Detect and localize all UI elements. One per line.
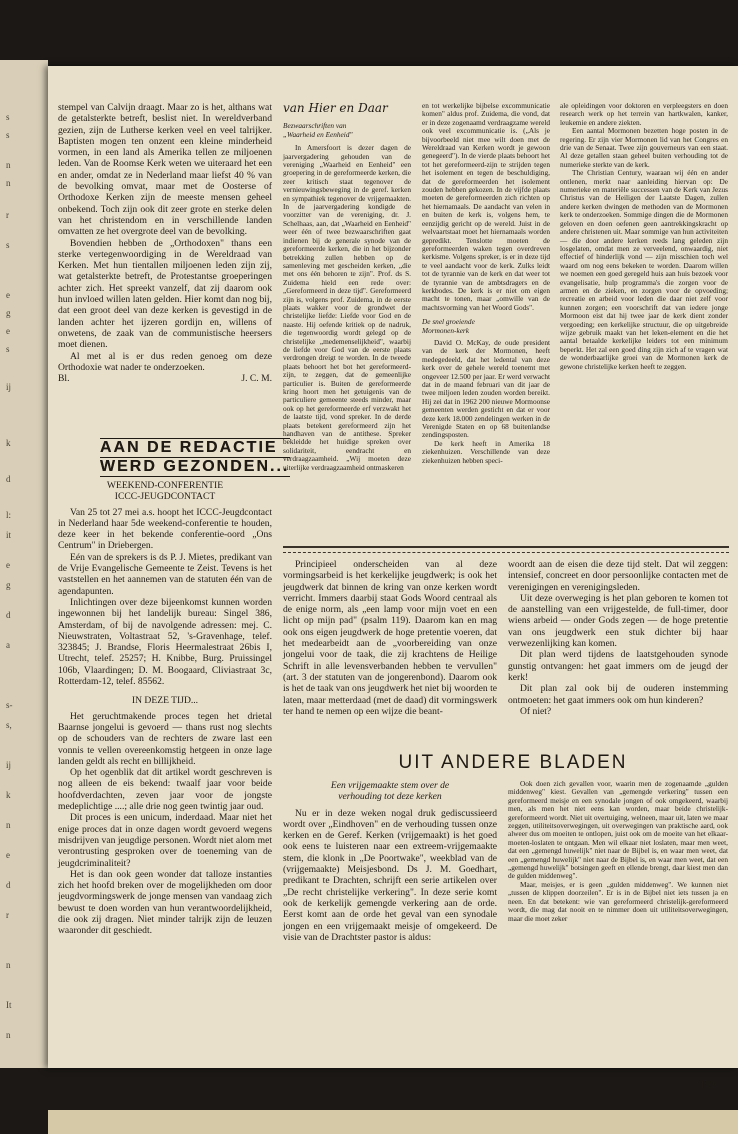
subheading: Een vrijgemaakte stem over de bbox=[330, 780, 450, 791]
bladen-title: UIT ANDERE BLADEN bbox=[398, 752, 628, 773]
paragraph: Het geruchtmakende proces tegen het drietal Baarnse jongelui is gevoerd — thans rust nog slechts op de schouders van de rechters de zware last een vonnis te vellen overeenkomstig hetgeen in onze lage landen geldt als recht en billijkheid. bbox=[58, 710, 272, 767]
paragraph: Het is dan ook geen wonder dat talloze instanties zich het hoofd breken over de mogelijkheden om door jeugdvormingswerk de jonge mensen van vandaag zich bewust te doen worden van hun verantwoordelijkheid, die ook zij dragen. Niet minder talrijk zijn de leuzen waaronder dit geschiedt. bbox=[58, 868, 272, 937]
subheading: verhouding tot deze kerken bbox=[338, 791, 442, 803]
paragraph: De kerk heeft in Amerika 18 ziekenhuizen. Verschillende van deze ziekenhuizen hebben speci- bbox=[422, 438, 550, 465]
paragraph: Bovendien hebben de „Orthodoxen" thans een sterke vertegenwoordiging in de Wereldraad van Kerken. Met hun tientallen miljoenen leden zijn zij, wat getalsterkte betreft, de Protestantse groeperingen achter zich. Het spreekt vanzelf, dat zij daarom ook hun invloed willen laten gelden. Hier komt dan nog bij, dat een groot deel van deze kerken is gevestigd in de landen achter het ijzeren gordijn en, willens of onwetens, de zaak van de communistische heersers moet dienen. bbox=[58, 237, 272, 351]
subheading: Mormonen-kerk bbox=[422, 325, 470, 335]
paragraph: Dit proces is een unicum, inderdaad. Maar niet het enige proces dat in onze dagen wordt gevoerd wegens misdrijven van jeugdige personen. Wordt niet alom met verontrusting gesproken over de toeneming van de jeugdcriminaliteit? bbox=[58, 812, 272, 869]
subheading: De snel groeiende bbox=[422, 317, 475, 327]
paragraph: Maar, meisjes, er is geen „gulden middenweg". We kunnen niet „tussen de klippen doorzeilen". Er is in de Bijbel niet iets tussen ja en neen. En dat betekent: wie van gereformeerd christelijk-gereformeerd wordt, die mag dat nooit en te nimmer doen uit utiliteitsoverwegingen, maar die moet zeker bbox=[508, 879, 728, 923]
column-hierdaar-1 bbox=[283, 101, 411, 472]
section-heading: IN DEZE TIJD... bbox=[131, 695, 199, 707]
paragraph: Eén van de sprekers is ds P. J. Mietes, predikant van de Vrije Evangelische Gemeente te Zeist. Tevens is het vaststellen en het aannemen van de statuten één van de agendapunten. bbox=[58, 551, 272, 597]
paragraph: Uit deze overweging is het plan geboren te komen tot de aanstelling van een vrijgestelde, de full-timer, door wiens arbeid — onder Gods zegen — de hoge pretentie van ons jeugdwerk een stuk dichter bij haar verwezenlijking kan komen. bbox=[508, 592, 728, 650]
paragraph: Al met al is er dus reden genoeg om deze Orthodoxie wat nader te onderzoeken. bbox=[58, 350, 272, 373]
title-line-1: AAN DE REDACTIE bbox=[100, 438, 290, 457]
column-bladen-left bbox=[283, 780, 497, 943]
signature-left: Bl. bbox=[58, 373, 70, 385]
paragraph: ale opleidingen voor doktoren en verpleegsters en doen research werk op het terrein van hartkwalen, kanker, leukemie en andere ziekten. bbox=[560, 101, 728, 127]
magazine-page bbox=[48, 66, 738, 1091]
subheading: Bezwaarschriften van bbox=[283, 121, 347, 131]
title-line-2: WERD GEZONDEN... bbox=[100, 458, 290, 475]
paragraph: Inlichtingen over deze bijeenkomst kunnen worden ingewonnen bij het landelijk bureau: Singel 386, Amsterdam, of bij de navolgende adressen: mej. C. Nieuwstraten, Voltastraat 52, 's-Gravenhage, telef. 323845; J. Brandse, Floris Heermalestraat 26bis I, Utrecht, telef. 25257; H. Knibbe, Burg. Pruissingel 106b, Vlaardingen; D. M. Boogaard, Cliviastraat 3c, Rotterdam-12, telef. 85562. bbox=[58, 596, 272, 688]
subtitle: WEEKEND-CONFERENTIE bbox=[106, 480, 224, 491]
paragraph: The Christian Century, waaraan wij één en ander ontlenen, merkt naar aanleiding hiervan op: De numerieke en materiële successen van de Kerk van Jezus Christus van de Heiligen der Laatste Dagen, zullen andere kerken dwingen de methoden van de Mormonen kerk te onderzoeken. Sommige dingen die de Mormonen geloven en doen oefenen geen aantrekkingskracht op andere christenen uit. Maar sommige van hun activiteiten — die door andere kerken reeds lang geleden zijn losgelaten, omdat men ze verveelend, onwaardig, niet effectief of hinderlijk vond — zijn misschien toch wel waard om nog eens bekeken te worden. Daarom willen we noemen een goed geregeld huis aan huis bezoek voor evangelisatie, hulp programma's die zorgen voor de armen en de zieken, en zorgen voor de opvoeding; recreatie en arbeid voor leden die daar niet zelf voor kunnen zorgen; een voorschrift dat van iedere jonge Mormoon eist dat hij twee jaar de kerk dient zonder vergoeding; een kerkelijke structuur, die op uitgebreide wijze gebruik maakt van het leken-element en die het aantal betaalde kerkelijke leiders tot een minimum beperkt. Het zal een goed ding zijn zich af te vragen wat de wonderbaarlijke groei van de Mormonen kerk de gewone christelijke kerken heeft te zeggen. bbox=[560, 168, 728, 371]
paragraph: Van 25 tot 27 mei a.s. hoopt het ICCC-Jeugdcontact in Nederland haar 5de weekend-conferentie te houden, deze keer in het bekende conferentie-oord „Ons Centrum" in Driebergen. bbox=[58, 506, 272, 552]
redactie-title bbox=[100, 438, 290, 477]
column-hierdaar-3 bbox=[560, 102, 728, 371]
column-orthodoxie bbox=[58, 102, 272, 384]
page-number: 193 bbox=[700, 1080, 715, 1091]
paragraph: In Amersfoort is dezer dagen de jaarvergadering gehouden van de vereniging „Waarheid en Eenheid" een groepering in de gereformeerde kerken, die zeer kritisch staat tegenover de vernieuwingsbeweging in de geref. kerken en sympathiek tegenover de vrijgemaakten. In de jaarvergadering kondigde de voorzitter van de vereniging, dr. J. Schelhaas, aan, dat „Waarheid en Eenheid" weer één of twee bezwaarschriften gaat indienen bij de generale synode van de gereformeerde kerken, die in het bijzonder betrekking zullen hebben op de samenleving met gescheiden kerken, „die met ons één behoren te zijn". Prof. ds S. Zuidema hield een rede over: „Gereformeerd in deze tijd". Gereformeerd zijn is, volgens prof. Zuidema, in de eerste plaats wakker voor de grondwet der christelijke liefde: Liefde voor God en de naaste. Hij oefende kritiek op de nadruk, die tegenwoordig wordt gelegd op de christelijke „medemenselijkheid", waarbij de liefde voor God van de eerste plaats verdrongen dreigt te worden. In de tweede plaats behoort het bot het gereformeerd-zijn, te zeggen, dat de gemeenlijke particulier is. Buiten de gereformeerde kring hoort men het getuigenis van de particuliere gemeente steeds minder, maar ook op het gereformeerde erf verzwakt het de laatste tijd, vond spreker. In de derde plaats betekent gereformeerd zijn het handhaven van de antithese. Spreker bekleidde het huidige spreken over solidariteit, eendracht en verdraagzaamheid. „Wij moeten deze uiterlijke verdraagzaamheid ontmaskeren bbox=[283, 143, 411, 472]
subheading: „Waarheid en Eenheid" bbox=[283, 129, 353, 139]
paragraph: Een aantal Mormonen bezetten hoge posten in de regering. Er zijn vier Mormonen lid van het Congres en drie van de Senaat. Twee zijn gouverneurs van een staat. Al deze getallen staan geheel buiten verhouding tot de numerieke sterkte van de kerk. bbox=[560, 126, 728, 169]
page-bottom-edge bbox=[48, 1110, 738, 1134]
adjacent-page-strip: s s n n r s e g e s ij k d l: it e g d a s- s, ij k n e d r n It n bbox=[0, 60, 48, 1068]
paragraph: Principieel onderscheiden van al deze vormingsarbeid is het kerkelijke jeugdwerk; is ook het jeugdwerk dat binnen de kring van onze kerken wordt verricht. Immers daarbij staat Gods Woord centraal als de enige norm, als „een lamp voor mijn voet en een licht op mijn pad" (psalm 119). Daarom kan en mag ook ons eigen jeugdwerk de hoge pretentie voeren, dat het medearbeidt aan de „voorbereiding van onze jongelui voor de taak, die zij krachtens de Heilige Schrift in alle levensverbanden hebben te vervullen" (art. 3 der statuten van de jongerenbond). Daarom ook is het de taak van ons jeugdwerk het niet bij woorden te laten, maar metterdaad (met de daad) dit vormingswerk ter hand te nemen op een wijze die beant- bbox=[283, 559, 497, 717]
paragraph: en tot werkelijke bijbelse excommunicatie komen" aldus prof. Zuidema, die vond, dat er in deze zogenaamd verdraagzame wereld ook veel excommunicatie is. („Als je bijvoorbeeld niet mee wilt doen met de Wereldraad van Kerken wordt je gewoon genegeerd"). In de vierde plaats behoort het tot het gereformeerd-zijn te strijden tegen het isolement en tegen de beschuldiging, dat de gereformeerden het isolement zouden hebben gekozen. In de vijfde plaats moeten de gereformeerden zich richten op het hiernamaals. De aandacht van velen in en buiten de kerk is, volgens hem, te eenzijdig gericht op de wereld. Juist in de welvaartstaat moet het hiernamaals worden gepredikt. Tenslotte moeten de gereformeerden waken tegen overdreven kerkisme. Volgens spreker, is er in deze tijd te veel aandacht voor de kerk. Zulks leidt tot de tyrannie van de kerk en dat weer tot de tyrannie van de ambtsdragers en de kerkbodes. De kerk is er niet om eigen macht te tonen, maar „omwille van de machtsvorming van het Woord Gods". bbox=[422, 101, 550, 312]
column-middle-right bbox=[508, 559, 728, 717]
paragraph: Of niet? bbox=[520, 705, 552, 717]
paragraph: stempel van Calvijn draagt. Maar zo is het, althans wat de getalsterkte betreft, beslist niet. In wereldverband gezien, zijn de Lutherse kerken veel en veel talrijker. Baptisten mogen ten onzent een kleine minderheid vormen, in een land als Amerika tellen ze miljoenen leden. Van de Roomse Kerk weten we uiteraard het een en ander, omdat ze in Nederland maar liefst 40 % van de bevolking omvat, maar met de Oosterse of Orthodoxe Kerken zijn de meeste mensen geheel onbekend. Toch zijn ook dit zeer grote en sterke delen van het christendom en in verschillende landen omvatten ze het overgrote deel van de bevolking. bbox=[58, 102, 272, 238]
paragraph: Dit plan werd tijdens de laatstgehouden synode gunstig ontvangen: het gaat immers om de jeugd der kerk! bbox=[508, 649, 728, 683]
signature-right: J. C. M. bbox=[241, 373, 272, 385]
section-divider bbox=[283, 546, 729, 553]
column-bladen-right bbox=[508, 780, 728, 923]
paragraph: Op het ogenblik dat dit artikel wordt geschreven is nog alleen de eis bekend: twaalf jaar voor beide hoofdverdachten, zeven jaar voor de jongste medeplichtige ....; alle drie nog geen twintig jaar oud. bbox=[58, 767, 272, 813]
paragraph: woordt aan de eisen die deze tijd stelt. Dat wil zeggen: intensief, concreet en door persoonlijke contacten met de verenigingen en verenigingsleden. bbox=[508, 559, 728, 593]
hierdaar-title: van Hier en Daar bbox=[283, 101, 388, 115]
column-middle-left bbox=[283, 559, 497, 717]
paragraph: Nu er in deze weken nogal druk gediscussieerd wordt over „Eindhoven" en de verhouding tussen onze kerken en de Geref. Kerken (vrijgemaakt) is het goed ook eens te luisteren naar een extreem-vrijgemaakte stem, die klonk in „De Poortwake", weekblad van de (vrijgemaakte) Meisjesbond. Ds J. M. Goedhart, predikant te Drachten, schrijft een serie artikelen over „De recht christelijke verkering". In deze serie komt ook de kerkelijk gemengde verkering aan de orde. Eerst komt aan de orde het geval van een synodale jongen en een vrijgemaakt meisje of omgekeerd. De visie van de Drachtster pastor is aldus: bbox=[283, 807, 497, 943]
paragraph: Dit plan zal ook bij de ouderen instemming ontmoeten: het gaat immers ook om hun kinderen? bbox=[508, 683, 728, 706]
subtitle: ICCC-JEUGDCONTACT bbox=[114, 491, 216, 503]
paragraph: Ook doen zich gevallen voor, waarin men de zogenaamde „gulden middenweg" kiest. Gevallen van „gemengde verkering" tussen een gereformeerd meisje en een synodale jongen of ook omgekeerd, waarbij men, als men het niet eens kan worden, maar beide christelijk-gereformeerd wordt. Niet uit overtuiging, welneen, maar uit, laten we maar zeggen, utiliteitsoverwegingen, uit overwegingen van praktische aard, ook alweer dus om moeiten te ontlopen, juist ook om de moeite van het elkaar-moeten-loslaten te ontgaan. Men wil elkaar niet loslaten, maar men weet, dat een „gemengd huwelijk" niet naar de Bijbel is, en waar men weet, dat een „gemengd huwelijk" niet naar de Bijbel is, en waar men weet, dat een „gemengd huwelijk" botsingen geeft en ellende brengt, daar kiest men dan de gulden middenweg". bbox=[508, 779, 728, 881]
paragraph: David O. McKay, de oude president van de kerk der Mormonen, heeft medegedeeld, dat het ledental van deze kerk over de gehele wereld toenemt met ongeveer 12.500 per jaar. Er werd verwacht dat in de maand februari van dit jaar de twee miljoen leden zouden worden bereikt. Hij zei dat in 1962 200 nieuwe Mormoonse gemeenten werden gesticht en dat er voor deze kerk 18.000 zendelingen werken in de Verenigde Staten en op 68 buitenlandse zendingsposten. bbox=[422, 337, 550, 440]
column-redactie bbox=[58, 480, 272, 937]
column-hierdaar-2 bbox=[422, 102, 550, 465]
